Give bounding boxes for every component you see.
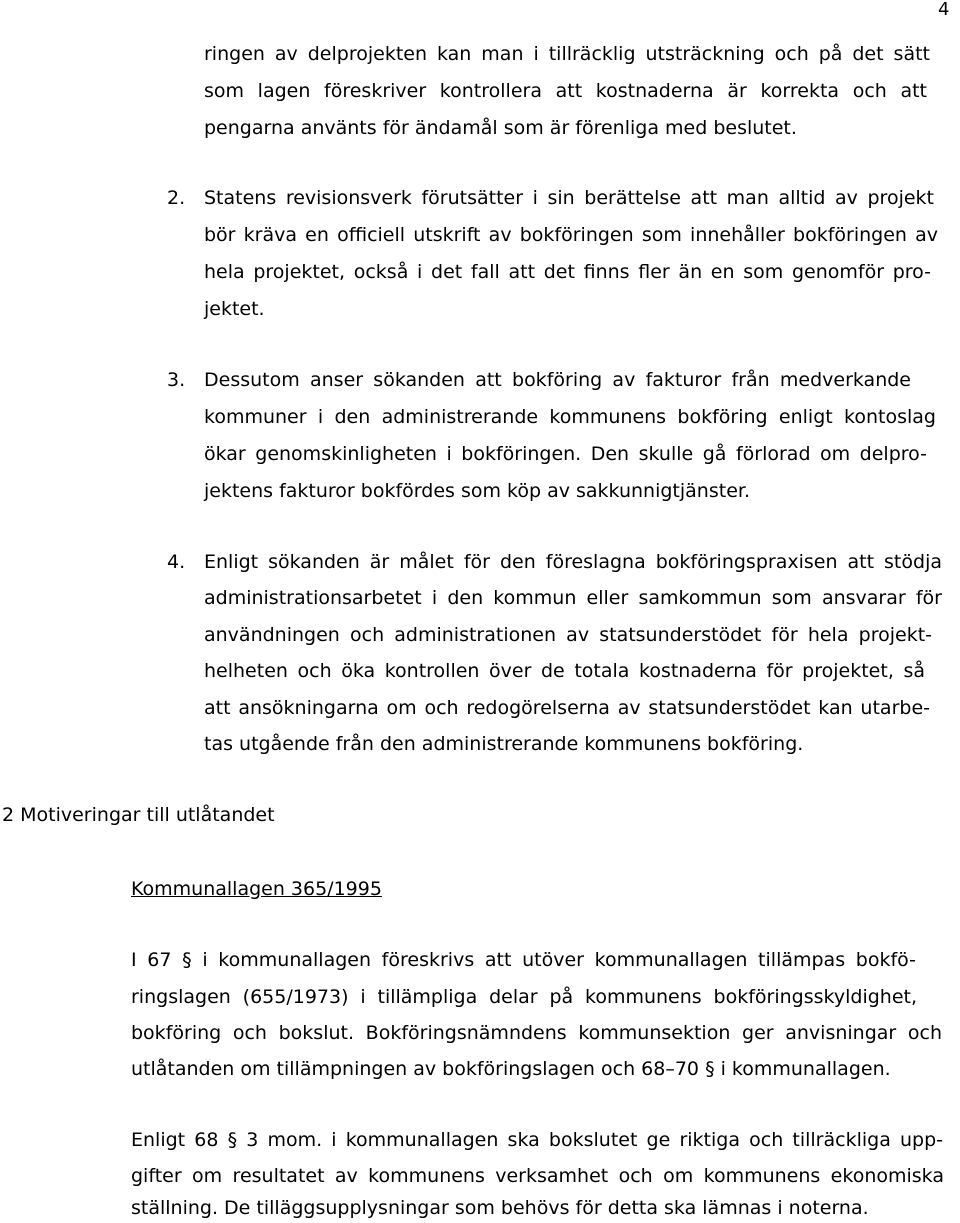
list-item-line: kommuner i den administrerande kommunens bokföring enligt kontoslag (204, 406, 936, 428)
intro-line: som lagen föreskriver kontrollera att kostnaderna är korrekta och att (204, 80, 927, 102)
list-item-number: 3. (167, 369, 186, 391)
section-heading: 2 Motiveringar till utlåtandet (2, 804, 275, 826)
paragraph-line: utlåtanden om tillämpningen av bokföringslagen och 68–70 § i kommunallagen. (131, 1058, 891, 1080)
list-item-line: jektet. (204, 298, 265, 320)
paragraph-line: bokföring och bokslut. Bokföringsnämndens kommunsektion ger anvisningar och (131, 1022, 942, 1044)
list-item-line: administrationsarbetet i den kommun eller samkommun som ansvarar för (204, 587, 942, 609)
list-item-line: Dessutom anser sökanden att bokföring av fakturor från medverkande (204, 369, 911, 391)
paragraph-line: I 67 § i kommunallagen föreskrivs att utöver kommunallagen tillämpas bokfö- (131, 949, 916, 971)
list-item-line: att ansökningarna om och redogörelserna av statsunderstödet kan utarbe- (204, 697, 930, 719)
intro-line: ringen av delprojekten kan man i tillräcklig utsträckning och på det sätt (204, 43, 930, 65)
law-subheading: Kommunallagen 365/1995 (131, 878, 382, 900)
list-item-number: 2. (167, 187, 186, 209)
list-item-line: helheten och öka kontrollen över de totala kostnaderna för projektet, så (204, 660, 925, 682)
paragraph-line: ställning. De tilläggsupplysningar som behövs för detta ska lämnas i noterna. (131, 1197, 869, 1219)
list-item-line: Enligt sökanden är målet för den föreslagna bokföringspraxisen att stödja (204, 551, 942, 573)
paragraph-line: gifter om resultatet av kommunens verksamhet och om kommunens ekonomiska (131, 1165, 944, 1187)
list-item-line: tas utgående från den administrerande kommunens bokföring. (204, 733, 804, 755)
list-item-line: ökar genomskinligheten i bokföringen. Den skulle gå förlorad om delpro- (204, 443, 927, 465)
list-item-line: jektens fakturor bokfördes som köp av sakkunnigtjänster. (204, 480, 750, 502)
list-item-number: 4. (167, 551, 186, 573)
page-number: 4 (938, 0, 950, 20)
intro-line: pengarna använts för ändamål som är förenliga med beslutet. (204, 117, 797, 139)
paragraph-line: Enligt 68 § 3 mom. i kommunallagen ska bokslutet ge riktiga och tillräckliga upp- (131, 1129, 943, 1151)
list-item-line: Statens revisionsverk förutsätter i sin berättelse att man alltid av projekt (204, 187, 934, 209)
paragraph-line: ringslagen (655/1973) i tillämpliga delar på kommunens bokföringsskyldighet, (131, 986, 917, 1008)
list-item-line: användningen och administrationen av statsunderstödet för hela projekt- (204, 624, 932, 646)
list-item-line: hela projektet, också i det fall att det finns fler än en som genomför pro- (204, 261, 931, 283)
list-item-line: bör kräva en officiell utskrift av bokföringen som innehåller bokföringen av (204, 224, 938, 246)
